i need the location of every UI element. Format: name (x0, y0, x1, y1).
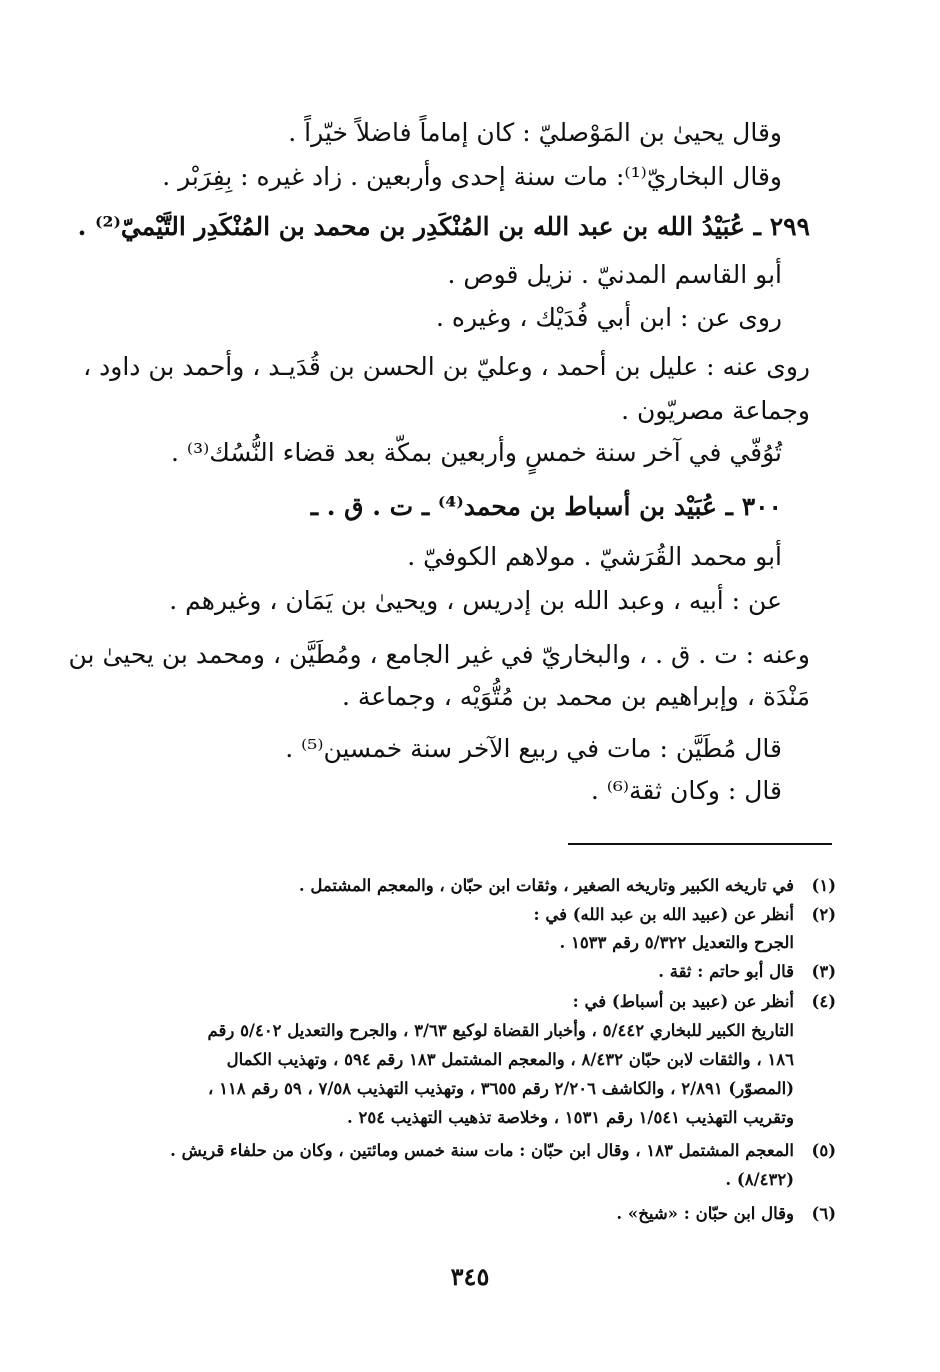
footnote-text: أنظر عن (عبيد بن أسباط) في : (572, 992, 794, 1011)
body-line: وقال البخاريّ⁽¹⁾: مات سنة إحدى وأربعين . زاد غيره : بِفِرَبْر . (162, 162, 782, 191)
body-line: وجماعة مصريّون . (621, 396, 810, 425)
footnote-line (170, 1139, 836, 1163)
footnote-line (207, 1019, 836, 1043)
body-line: قال : وكان ثقة⁽⁶⁾ . (590, 776, 782, 805)
footnote-line (616, 1202, 836, 1226)
footnote-text: التاريخ الكبير للبخاري ٥/٤٤٢ ، وأخبار القضاة لوكيع ٣/٦٣ ، والجرح والتعديل ٥/٤٠٢ رقم (207, 1021, 794, 1040)
footnote-number: (٢) (811, 905, 836, 924)
body-line: وعنه : ت . ق . ، والبخاريّ في غير الجامع ، ومُطَيَّن ، ومحمد بن يحيىٰ بن (68, 640, 810, 669)
body-line: تُوُفّي في آخر سنة خمسٍ وأربعين بمكّة بعد قضاء النُّسُك⁽³⁾ . (171, 438, 782, 467)
footnote-text: (المصوّر) ٢/٨٩١ ، والكاشف ٢/٢٠٦ رقم ٣٦٥٥ ، وتهذيب التهذيب ٧/٥٨ ، ٥٩ رقم ١١٨ ، (207, 1079, 794, 1098)
footnote-line (347, 1106, 836, 1130)
body-line: قال مُطَيَّن : مات في ربيع الآخر سنة خمسين⁽⁵⁾ . (285, 734, 782, 763)
footnote-number: (٣) (811, 962, 836, 981)
footnote-number: (٥) (811, 1141, 836, 1160)
footnote-text: في تاريخه الكبير وتاريخه الصغير ، وثقات ابن حبّان ، والمعجم المشتمل . (298, 876, 794, 895)
footnote-text: أنظر عن (عبيد الله بن عبد الله) في : (533, 905, 794, 924)
footnote-text: وقال ابن حبّان : «شيخ» . (616, 1204, 794, 1223)
footnote-separator (568, 843, 832, 845)
footnote-text: وتقريب التهذيب ١/٥٤١ رقم ١٥٣١ ، وخلاصة تذهيب التهذيب ٢٥٤ . (346, 1108, 794, 1127)
footnote-number: (٦) (811, 1204, 836, 1223)
body-line: عن : أبيه ، وعبد الله بن إدريس ، ويحيىٰ بن يَمَان ، وغيرهم . (169, 586, 782, 615)
body-line: وقال يحيىٰ بن المَوْصليّ : كان إماماً فاضلاً خيّراً . (288, 118, 782, 147)
footnote-text: قال أبو حاتم : ثقة . (658, 962, 794, 981)
body-line: روى عن : ابن أبي فُدَيْك ، وغيره . (435, 303, 782, 332)
footnote-line (227, 1048, 836, 1072)
footnote-text: ١٨٦ ، والثقات لابن حبّان ٨/٤٣٢ ، والمعجم المشتمل ١٨٣ رقم ٥٩٤ ، وتهذيب الكمال (226, 1050, 794, 1069)
footnote-number: (٤) (811, 992, 836, 1011)
footnote-line (299, 874, 836, 898)
body-line: أبو القاسم المدنيّ . نزيل قوص . (447, 260, 782, 289)
footnote-line (573, 990, 836, 1014)
body-line: أبو محمد القُرَشيّ . مولاهم الكوفيّ . (407, 542, 782, 571)
footnote-line (658, 960, 836, 984)
entry-heading-299: ٢٩٩ ـ عُبَيْدُ الله بن عبد الله بن المُنْكَدِر بن محمد بن المُنْكَدِر التَّيْميّ⁽²⁾ . (77, 212, 810, 241)
footnote-text: الجرح والتعديل ٥/٣٢٢ رقم ١٥٣٣ . (559, 933, 794, 952)
page-number: ٣٤٥ (450, 1262, 490, 1291)
footnote-line (725, 1168, 836, 1192)
body-line: مَنْدَة ، وإبراهيم بن محمد بن مُتُّوَيْه ، وجماعة . (341, 682, 810, 711)
footnote-text: المعجم المشتمل ١٨٣ ، وقال ابن حبّان : مات سنة خمس ومائتين ، وكان من حلفاء قريش . (170, 1141, 794, 1160)
footnote-number: (١) (811, 876, 836, 895)
footnote-line (208, 1077, 836, 1101)
body-line: روى عنه : عليل بن أحمد ، وعليّ بن الحسن بن قُدَيـد ، وأحمد بن داود ، (83, 352, 810, 381)
footnote-line (559, 931, 836, 955)
footnote-line (534, 903, 836, 927)
entry-heading-300: ٣٠٠ ـ عُبَيْد بن أسباط بن محمد⁽⁴⁾ ـ ت . ق . ـ (310, 492, 782, 521)
footnote-text: (٨/٤٣٢) . (725, 1170, 794, 1189)
